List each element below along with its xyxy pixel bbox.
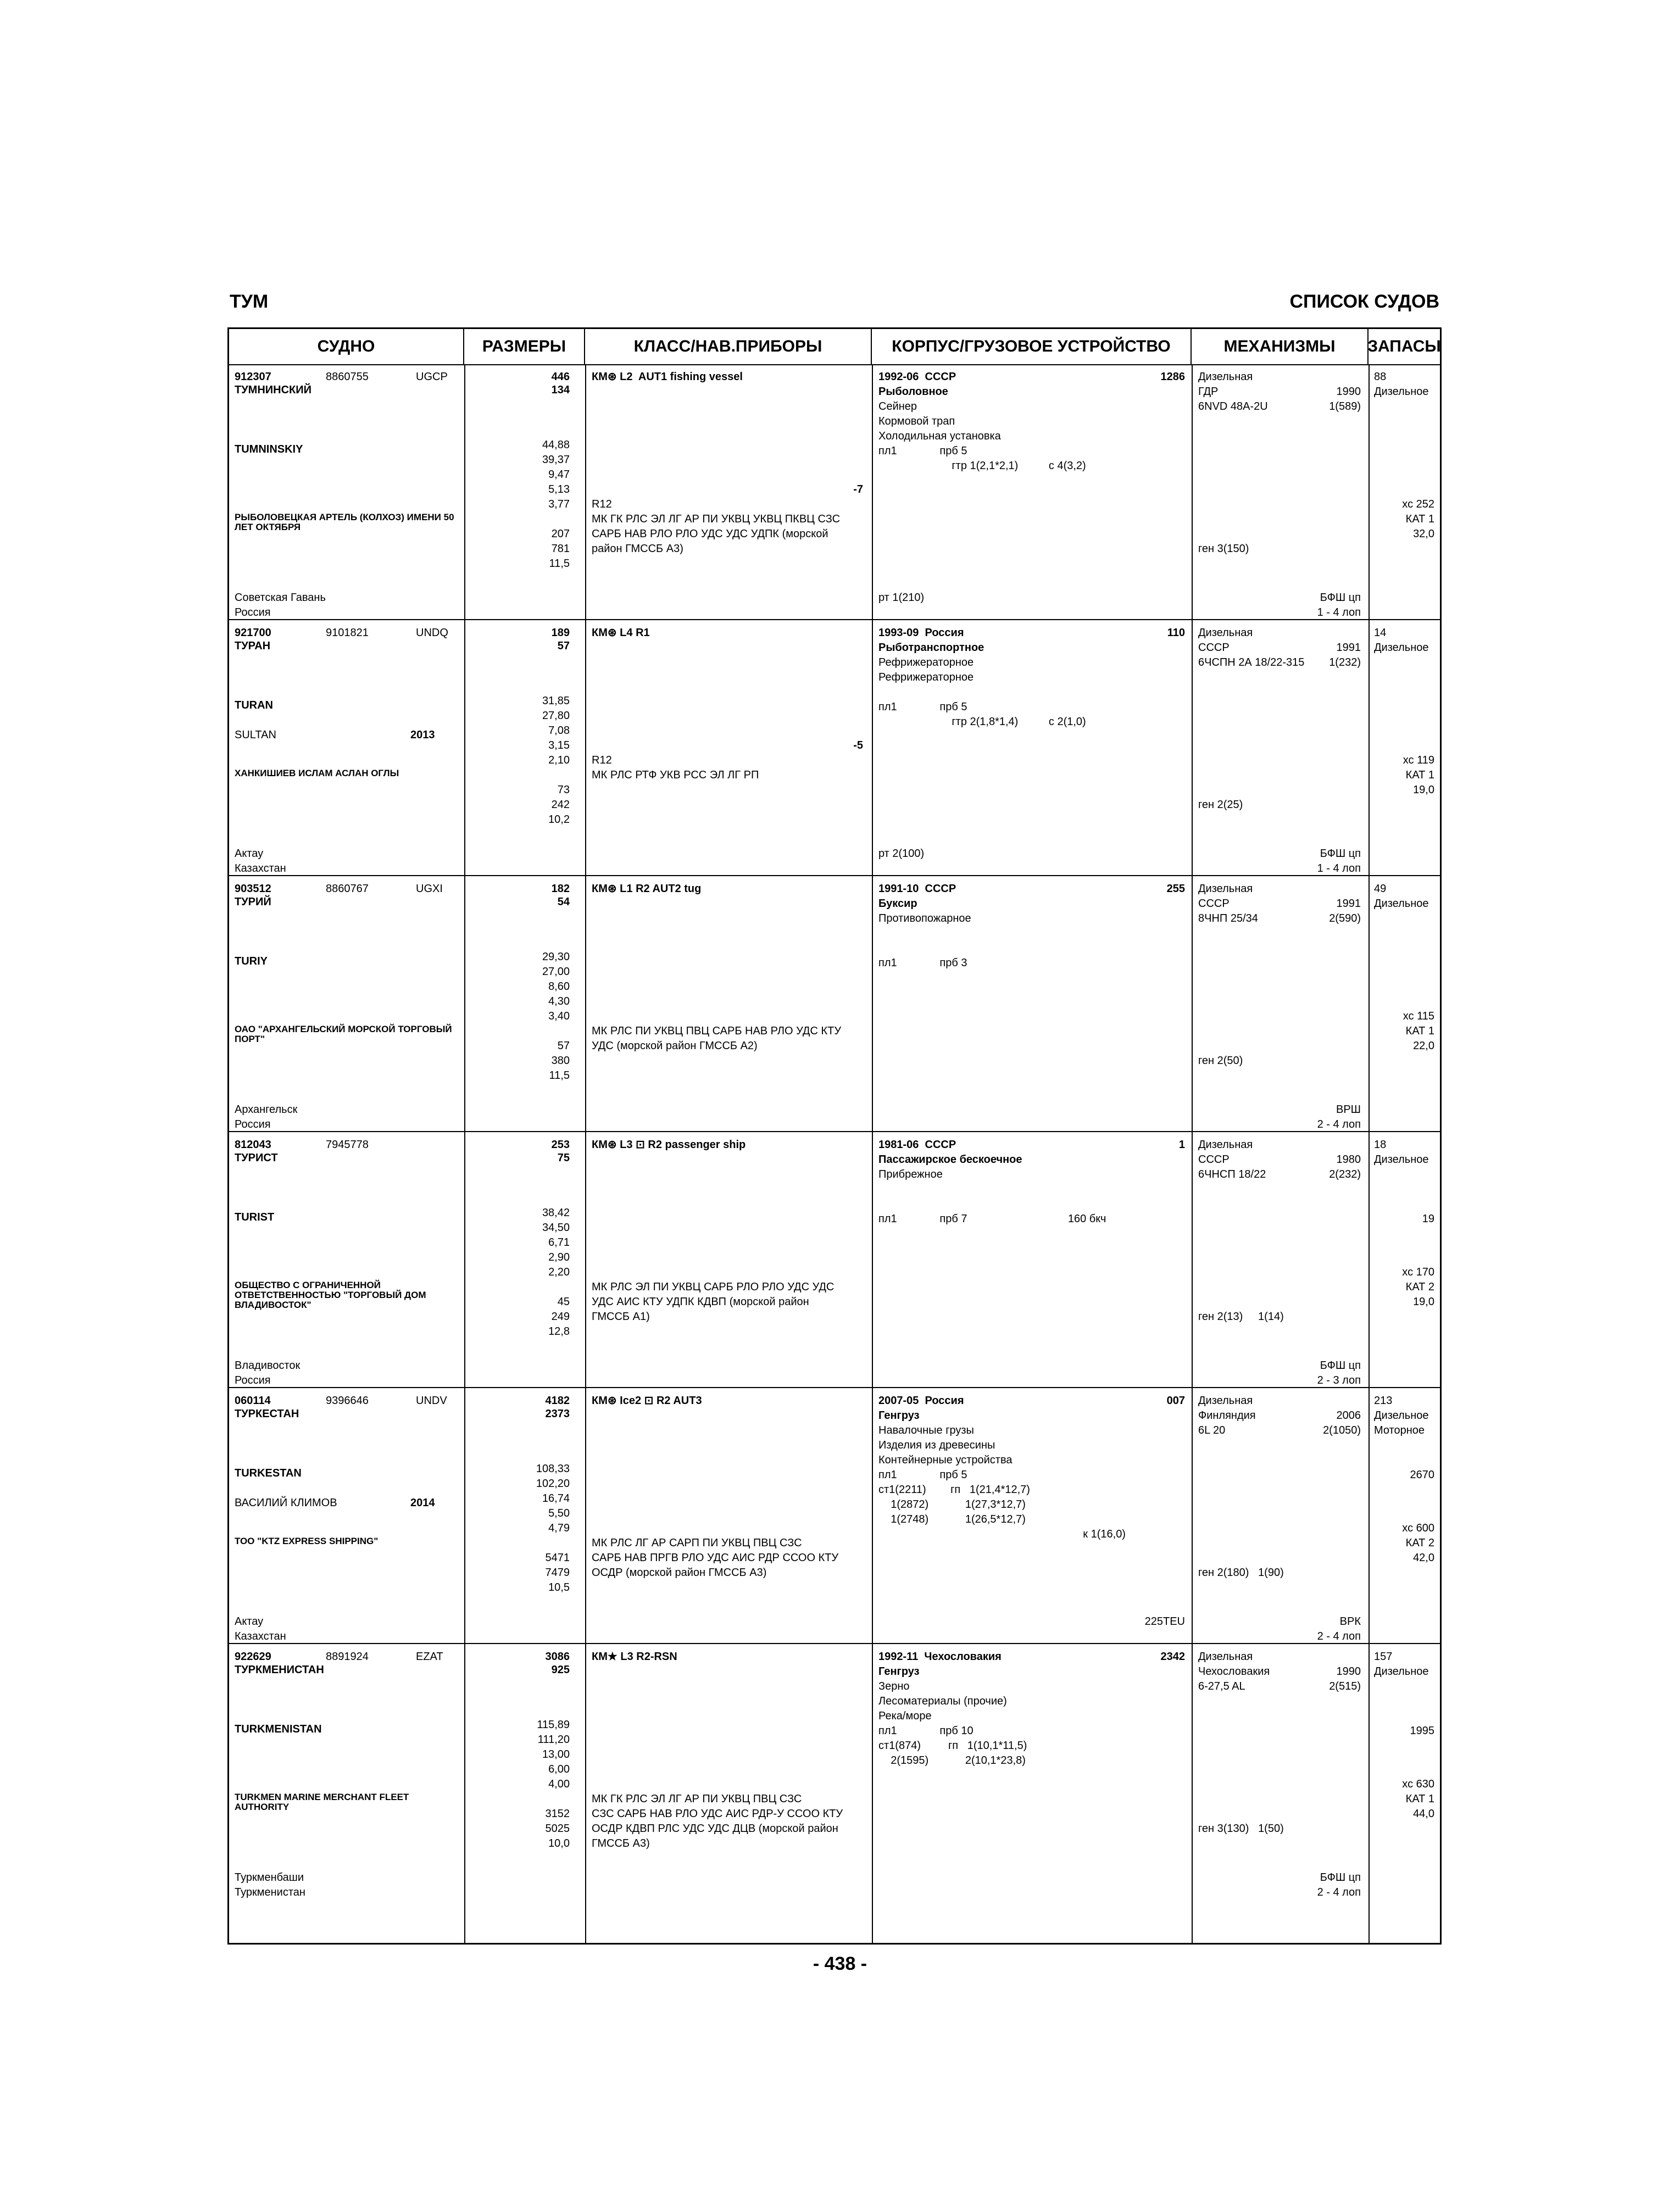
category: КАТ 1 <box>1405 1793 1434 1805</box>
capacity-value: 5025 <box>545 1823 570 1835</box>
owner-name: ТОО "KTZ EXPRESS SHIPPING" <box>235 1536 379 1546</box>
dimension-value: 6,00 <box>548 1763 570 1775</box>
previous-name: SULTAN <box>235 729 276 741</box>
nav-instruments: МК РЛС РТФ УКВ РСС ЭЛ ЛГ РП <box>592 769 759 781</box>
imo-number: 9101821 <box>326 627 369 639</box>
hull-type: Рыботранспортное <box>878 642 984 654</box>
dimension-value: 4,00 <box>548 1778 570 1790</box>
capacity-value: 10,5 <box>548 1581 570 1594</box>
ship-list-table <box>227 327 1442 1945</box>
ship-class: КМ⊛ L1 R2 AUT2 tug <box>592 883 702 895</box>
supply-secondary: 1995 <box>1410 1725 1434 1737</box>
hull-feature: Холодильная установка <box>878 430 1001 442</box>
flag-country: Туркменистан <box>235 1886 305 1898</box>
cargo-gear: пл1 прб 3 <box>878 957 967 969</box>
net-tonnage: 2373 <box>545 1408 570 1420</box>
capacity-value: 11,5 <box>549 1069 570 1082</box>
build-year-country: 1992-06 СССР <box>878 371 956 383</box>
ship-name: ТУРКМЕНИСТАН <box>235 1664 324 1676</box>
cargo-gear: 1(2748) 1(26,5*12,7) <box>878 1513 1026 1525</box>
hull-feature: Зерно <box>878 1680 910 1692</box>
home-port: Архангельск <box>235 1104 298 1116</box>
engine-country: СССР <box>1198 1154 1230 1166</box>
dimension-value: 8,60 <box>548 981 570 993</box>
engine-country: Чехословакия <box>1198 1665 1270 1678</box>
dimension-value: 3,15 <box>548 739 570 751</box>
previous-name-year: 2013 <box>410 729 435 741</box>
supply-amount: 157 <box>1374 1651 1393 1663</box>
engine-year: 1991 <box>1336 898 1361 910</box>
engine-model: 6ЧСПН 2А 18/22-315 <box>1198 656 1305 669</box>
home-port: Туркменбаши <box>235 1871 304 1884</box>
engine-type: Дизельная <box>1198 1395 1253 1407</box>
nav-instruments: МК РЛС ПИ УКВЦ ПВЦ САРБ НАВ РЛО УДС КТУ УДС (морской район ГМССБ А2) <box>592 1025 842 1052</box>
ship-name-latin: TUMNINSKIY <box>235 443 303 455</box>
dimension-value: 27,80 <box>542 710 570 722</box>
ship-name-latin: TURIST <box>235 1211 275 1223</box>
engine-model: 6ЧНСП 18/22 <box>1198 1168 1266 1180</box>
hull-type: Рыболовное <box>878 386 948 398</box>
dimension-value: 2,10 <box>548 754 570 766</box>
category: КАТ 1 <box>1405 1025 1434 1037</box>
dimension-value: 4,79 <box>548 1522 570 1534</box>
call-sign: UGXI <box>416 883 443 895</box>
dimension-value: 13,00 <box>542 1748 570 1761</box>
capacity-value: 73 <box>557 784 570 796</box>
dimension-value: 102,20 <box>536 1478 570 1490</box>
propeller: БФШ цп <box>1320 592 1361 604</box>
flag-country: Россия <box>235 1118 271 1130</box>
gross-tonnage: 189 <box>551 627 570 639</box>
ship-record <box>229 620 1440 876</box>
hull-type: Генгруз <box>878 1665 920 1678</box>
supply-value: 42,0 <box>1413 1552 1434 1564</box>
propeller-blades: 2 - 4 лоп <box>1317 1886 1361 1898</box>
ship-name-latin: TURAN <box>235 699 273 711</box>
ship-name-latin: TURIY <box>235 955 268 967</box>
dimension-value: 16,74 <box>542 1492 570 1505</box>
propeller-blades: 2 - 4 лоп <box>1317 1118 1361 1130</box>
net-tonnage: 57 <box>557 640 570 652</box>
supply-amount: 49 <box>1374 883 1387 895</box>
engine-model: 6NVD 48A-2U <box>1198 400 1268 413</box>
supply-amount: 18 <box>1374 1139 1387 1151</box>
capacity-value: 45 <box>557 1296 570 1308</box>
home-port: Актау <box>235 1615 264 1628</box>
flag-country: Россия <box>235 606 271 619</box>
capacity-value: 249 <box>551 1311 570 1323</box>
engine-power: 2(515) <box>1329 1680 1361 1692</box>
supply-secondary: 2670 <box>1410 1469 1434 1481</box>
build-year-country: 2007-05 Россия <box>878 1395 964 1407</box>
imo-number: 8891924 <box>326 1651 369 1663</box>
hull-feature: Рефрижераторное <box>878 656 974 669</box>
hull-feature: Рефрижераторное <box>878 671 974 683</box>
fuel-type: Дизельное <box>1374 386 1429 398</box>
column-header-dimensions: РАЗМЕРЫ <box>464 329 585 364</box>
refrigeration: хс 119 <box>1403 754 1434 766</box>
capacity-value: 5471 <box>545 1552 570 1564</box>
propeller-blades: 1 - 4 лоп <box>1317 862 1361 874</box>
category: КАТ 2 <box>1405 1537 1434 1549</box>
flag-country: Казахстан <box>235 1630 286 1642</box>
cargo-gear: ст1(874) гп 1(10,1*11,5) <box>878 1740 1027 1752</box>
imo-number: 7945778 <box>326 1139 369 1151</box>
hull-feature: Кормовой трап <box>878 415 955 427</box>
ship-class: КМ⊛ L4 R1 <box>592 627 650 639</box>
hull-feature: Противопожарное <box>878 912 971 924</box>
reg-number: 060114 <box>235 1395 271 1407</box>
cargo-gear: 2(1595) 2(10,1*23,8) <box>878 1754 1026 1767</box>
refrigeration: хс 252 <box>1402 498 1434 510</box>
cargo-gear: к 1(16,0) <box>878 1528 1126 1540</box>
cargo-gear: 1(2872) 1(27,3*12,7) <box>878 1498 1026 1511</box>
ship-name: ТУМНИНСКИЙ <box>235 384 311 396</box>
engine-model: 6L 20 <box>1198 1424 1226 1436</box>
hull-type: Буксир <box>878 898 917 910</box>
reg-number: 912307 <box>235 371 271 383</box>
dimension-value: 5,50 <box>548 1507 570 1519</box>
hull-feature: Контейнерные устройства <box>878 1454 1013 1466</box>
propeller-blades: 2 - 3 лоп <box>1317 1374 1361 1386</box>
yard-number: 255 <box>1166 883 1185 895</box>
gross-tonnage: 446 <box>551 371 570 383</box>
fuel-type: Дизельное <box>1374 1665 1429 1678</box>
dimension-value: 3,77 <box>548 498 570 510</box>
yard-number: 110 <box>1167 627 1185 639</box>
dimension-value: 29,30 <box>542 951 570 963</box>
yard-number: 1286 <box>1160 371 1185 383</box>
capacity-value: 781 <box>551 543 570 555</box>
column-header-ship: СУДНО <box>229 329 464 364</box>
gross-tonnage: 182 <box>551 883 570 895</box>
fuel-type: Дизельное <box>1374 898 1429 910</box>
dimension-value: 44,88 <box>542 439 570 451</box>
fuel-type: Дизельное <box>1374 1154 1429 1166</box>
hull-feature: Лесоматериалы (прочие) <box>878 1695 1007 1707</box>
engine-type: Дизельная <box>1198 371 1253 383</box>
flag-country: Казахстан <box>235 862 286 874</box>
call-sign: EZAT <box>416 1651 443 1663</box>
supply-value: 19,0 <box>1413 1296 1434 1308</box>
engine-type: Дизельная <box>1198 883 1253 895</box>
yard-number: 007 <box>1166 1395 1185 1407</box>
dimension-value: 108,33 <box>536 1463 570 1475</box>
propeller: БФШ цп <box>1320 1871 1361 1884</box>
home-port: Советская Гавань <box>235 592 326 604</box>
fuel-type: Дизельное Моторное <box>1374 1410 1429 1436</box>
dimension-value: 2,90 <box>548 1251 570 1263</box>
ship-name: ТУРИСТ <box>235 1152 278 1164</box>
generators: ген 2(50) <box>1198 1055 1243 1067</box>
refrigeration: хс 170 <box>1402 1266 1434 1278</box>
nav-instruments: МК РЛС ЭЛ ПИ УКВЦ САРБ РЛО РЛО УДС УДС УДС АИС КТУ УДПК КДВП (морской район ГМССБ А1) <box>592 1281 835 1323</box>
previous-name: ВАСИЛИЙ КЛИМОВ <box>235 1497 337 1509</box>
owner-name: ОАО "АРХАНГЕЛЬСКИЙ МОРСКОЙ ТОРГОВЫЙ ПОРТ" <box>235 1024 452 1044</box>
category: КАТ 2 <box>1405 1281 1434 1293</box>
dimension-value: 9,47 <box>548 469 570 481</box>
column-header-class: КЛАСС/НАВ.ПРИБОРЫ <box>585 329 872 364</box>
nav-instruments: МК ГК РЛС ЭЛ ЛГ АР ПИ УКВЦ УКВЦ ПКВЦ СЗС САРБ НАВ РЛО РЛО УДС УДС УДПК (морской район ГМССБ А3) <box>592 513 841 555</box>
nav-instruments: МК РЛС ЛГ АР САРП ПИ УКВЦ ПВЦ СЗС САРБ НАВ ПРГВ РЛО УДС АИС РДР ССОО КТУ ОСДР (морской район ГМССБ А3) <box>592 1537 839 1579</box>
supply-value: 32,0 <box>1413 528 1434 540</box>
cargo-gear: пл1 прб 5 <box>878 701 967 713</box>
propeller-blades: 2 - 4 лоп <box>1317 1630 1361 1642</box>
dimension-value: 27,00 <box>542 966 570 978</box>
category: КАТ 1 <box>1405 513 1434 525</box>
supply-amount: 14 <box>1374 627 1387 639</box>
owner-name: РЫБОЛОВЕЦКАЯ АРТЕЛЬ (КОЛХОЗ) ИМЕНИ 50 ЛЕТ ОКТЯБРЯ <box>235 512 454 532</box>
nav-instruments: МК ГК РЛС ЭЛ ЛГ АР ПИ УКВЦ ПВЦ СЗС СЗС САРБ НАВ РЛО УДС АИС РДР-У ССОО КТУ ОСДР КДВП РЛС УДС УДС ДЦВ (морской район ГМССБ А3) <box>592 1793 843 1850</box>
build-year-country: 1992-11 Чехословакия <box>878 1651 1002 1663</box>
dimension-value: 6,71 <box>548 1236 570 1249</box>
ship-record <box>229 876 1440 1132</box>
capacity-value: 57 <box>557 1040 570 1052</box>
header-right-title: СПИСОК СУДОВ <box>1289 291 1439 312</box>
call-sign: UGCP <box>416 371 448 383</box>
call-sign: UNDQ <box>416 627 448 639</box>
owner-name: TURKMEN MARINE MERCHANT FLEET AUTHORITY <box>235 1792 409 1812</box>
refrigeration: хс 630 <box>1402 1778 1434 1790</box>
nav-code: R12 <box>592 498 612 510</box>
engine-power: 1(232) <box>1329 656 1361 669</box>
generators: ген 3(130) 1(50) <box>1198 1823 1284 1835</box>
cargo-gear: ст1(2211) гп 1(21,4*12,7) <box>878 1484 1030 1496</box>
net-tonnage: 134 <box>551 384 570 396</box>
net-tonnage: 925 <box>551 1664 570 1676</box>
gross-tonnage: 3086 <box>545 1651 570 1663</box>
hull-feature: Прибрежное <box>878 1168 943 1180</box>
engine-type: Дизельная <box>1198 627 1253 639</box>
cargo-gear: пл1 прб 10 <box>878 1725 973 1737</box>
ice-category: -5 <box>853 739 863 751</box>
imo-number: 8860767 <box>326 883 369 895</box>
imo-number: 8860755 <box>326 371 369 383</box>
propeller: ВРШ <box>1336 1104 1361 1116</box>
dimension-value: 3,40 <box>548 1010 570 1022</box>
ship-class: КМ⊛ L3 ⊡ R2 passenger ship <box>592 1139 746 1151</box>
reg-number: 922629 <box>235 1651 271 1663</box>
ship-record <box>229 1388 1440 1644</box>
capacity-value: 10,2 <box>548 814 570 826</box>
supply-secondary: 19 <box>1422 1213 1434 1225</box>
engine-year: 2006 <box>1336 1410 1361 1422</box>
dimension-value: 2,20 <box>548 1266 570 1278</box>
engine-model: 8ЧНП 25/34 <box>1198 912 1258 924</box>
capacity-value: 12,8 <box>548 1325 570 1338</box>
dimension-value: 4,30 <box>548 995 570 1007</box>
capacity-value: 7479 <box>545 1567 570 1579</box>
ship-name: ТУРКЕСТАН <box>235 1408 299 1420</box>
cargo-gear: пл1 прб 5 <box>878 1469 967 1481</box>
net-tonnage: 75 <box>557 1152 570 1164</box>
ice-category: -7 <box>853 483 863 495</box>
imo-number: 9396646 <box>326 1395 369 1407</box>
column-divider <box>464 364 465 1943</box>
engine-model: 6-27,5 AL <box>1198 1680 1245 1692</box>
engine-power: 2(1050) <box>1323 1424 1361 1436</box>
generators: ген 2(13) 1(14) <box>1198 1311 1284 1323</box>
engine-country: ГДР <box>1198 386 1219 398</box>
dimension-value: 7,08 <box>548 725 570 737</box>
ship-name-latin: TURKESTAN <box>235 1467 302 1479</box>
engine-power: 2(232) <box>1329 1168 1361 1180</box>
capacity-value: 242 <box>551 799 570 811</box>
net-tonnage: 54 <box>557 896 570 908</box>
category: КАТ 1 <box>1405 769 1434 781</box>
supply-amount: 88 <box>1374 371 1387 383</box>
ship-name: ТУРИЙ <box>235 896 271 908</box>
engine-type: Дизельная <box>1198 1139 1253 1151</box>
capacity-value: 3152 <box>545 1808 570 1820</box>
ship-name: ТУРАН <box>235 640 271 652</box>
dimension-value: 5,13 <box>548 483 570 495</box>
cargo-gear: пл1 прб 5 <box>878 445 967 457</box>
column-divider <box>1369 364 1370 1943</box>
dimension-value: 34,50 <box>542 1222 570 1234</box>
capacity-value: 10,0 <box>548 1837 570 1850</box>
engine-year: 1990 <box>1336 1665 1361 1678</box>
ship-class: КМ⊛ Ice2 ⊡ R2 AUT3 <box>592 1395 702 1407</box>
column-header-supplies: ЗАПАСЫ <box>1367 337 1441 355</box>
engine-year: 1980 <box>1336 1154 1361 1166</box>
dimension-value: 115,89 <box>537 1719 570 1731</box>
build-year-country: 1993-09 Россия <box>878 627 964 639</box>
refrigeration: хс 600 <box>1402 1522 1434 1534</box>
container-capacity: 225TEU <box>1144 1615 1185 1628</box>
engine-power: 2(590) <box>1329 912 1361 924</box>
propeller: БФШ цп <box>1320 1360 1361 1372</box>
build-year-country: 1981-06 СССР <box>878 1139 956 1151</box>
column-divider <box>872 364 873 1943</box>
ship-record <box>229 1644 1440 1900</box>
fuel-type: Дизельное <box>1374 642 1429 654</box>
capacity-value: 380 <box>551 1055 570 1067</box>
engine-country: Финляндия <box>1198 1410 1256 1422</box>
supply-amount: 213 <box>1374 1395 1393 1407</box>
ship-class: КМ⊛ L2 AUT1 fishing vessel <box>592 371 743 383</box>
previous-name-year: 2014 <box>410 1497 435 1509</box>
cargo-gear: гтр 1(2,1*2,1) с 4(3,2) <box>878 460 1086 472</box>
ship-name-latin: TURKMENISTAN <box>235 1723 322 1735</box>
cargo-gear: пл1 прб 7 160 бкч <box>878 1213 1106 1225</box>
build-year-country: 1991-10 СССР <box>878 883 956 895</box>
engine-year: 1991 <box>1336 642 1361 654</box>
hull-type: Генгруз <box>878 1410 920 1422</box>
hull-feature: Изделия из древесины <box>878 1439 995 1451</box>
column-header-machinery: МЕХАНИЗМЫ <box>1192 329 1369 364</box>
reg-number: 921700 <box>235 627 271 639</box>
home-port: Актау <box>235 848 264 860</box>
yard-number: 2342 <box>1160 1651 1185 1663</box>
owner-name: ХАНКИШИЕВ ИСЛАМ АСЛАН ОГЛЫ <box>235 768 399 778</box>
capacity-value: 11,5 <box>549 558 570 570</box>
engine-type: Дизельная <box>1198 1651 1253 1663</box>
generators: ген 2(180) 1(90) <box>1198 1567 1284 1579</box>
hull-feature: Навалочные грузы <box>878 1424 974 1436</box>
ship-record <box>229 1132 1440 1388</box>
supply-value: 22,0 <box>1413 1040 1434 1052</box>
nav-code: R12 <box>592 754 612 766</box>
ship-record <box>229 364 1440 620</box>
owner-name: ОБЩЕСТВО С ОГРАНИЧЕННОЙ ОТВЕТСТВЕННОСТЬЮ "ТОРГОВЫЙ ДОМ ВЛАДИВОСТОК" <box>235 1280 426 1310</box>
dimension-value: 38,42 <box>542 1207 570 1219</box>
propeller: БФШ цп <box>1320 848 1361 860</box>
ship-class: КМ★ L3 R2-RSN <box>592 1651 677 1663</box>
hull-bottom-note: рт 2(100) <box>878 848 925 860</box>
column-divider <box>585 364 586 1943</box>
yard-number: 1 <box>1178 1139 1185 1151</box>
propeller: ВРК <box>1339 1615 1361 1628</box>
dimension-value: 39,37 <box>542 454 570 466</box>
supply-value: 44,0 <box>1413 1808 1434 1820</box>
generators: ген 3(150) <box>1198 543 1249 555</box>
hull-type: Пассажирское бескоечное <box>878 1154 1022 1166</box>
header-left-title: ТУМ <box>230 291 269 312</box>
generators: ген 2(25) <box>1198 799 1243 811</box>
column-header-row <box>229 329 1440 365</box>
supply-value: 19,0 <box>1413 784 1434 796</box>
hull-bottom-note: рт 1(210) <box>878 592 925 604</box>
dimension-value: 31,85 <box>542 695 570 707</box>
page-number: - 438 - <box>813 1953 867 1974</box>
dimension-value: 111,20 <box>537 1734 570 1746</box>
engine-country: СССР <box>1198 642 1230 654</box>
hull-feature: Река/море <box>878 1710 932 1722</box>
engine-year: 1990 <box>1336 386 1361 398</box>
engine-power: 1(589) <box>1329 400 1361 413</box>
refrigeration: хс 115 <box>1403 1010 1434 1022</box>
engine-country: СССР <box>1198 898 1230 910</box>
hull-feature: Сейнер <box>878 400 917 413</box>
gross-tonnage: 4182 <box>545 1395 570 1407</box>
cargo-gear: гтр 2(1,8*1,4) с 2(1,0) <box>878 716 1086 728</box>
column-divider <box>1192 364 1193 1943</box>
reg-number: 903512 <box>235 883 271 895</box>
call-sign: UNDV <box>416 1395 447 1407</box>
capacity-value: 207 <box>551 528 570 540</box>
reg-number: 812043 <box>235 1139 271 1151</box>
gross-tonnage: 253 <box>551 1139 570 1151</box>
home-port: Владивосток <box>235 1360 301 1372</box>
flag-country: Россия <box>235 1374 271 1386</box>
column-header-hull: КОРПУС/ГРУЗОВОЕ УСТРОЙСТВО <box>872 329 1192 364</box>
propeller-blades: 1 - 4 лоп <box>1317 606 1361 619</box>
